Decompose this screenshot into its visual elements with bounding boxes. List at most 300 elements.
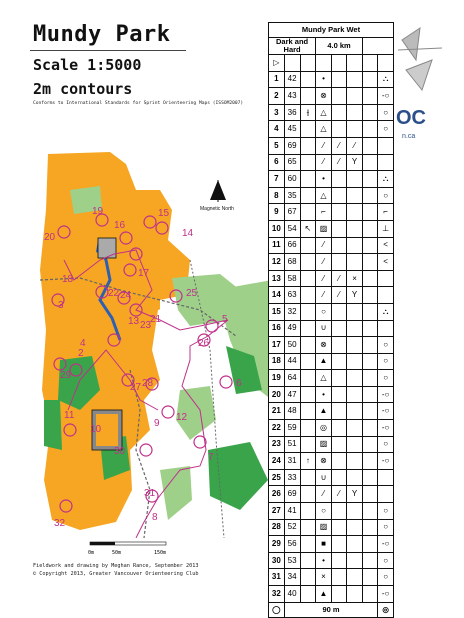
description-symbol (362, 88, 377, 105)
description-symbol: ○ (378, 569, 394, 586)
svg-text:2: 2 (78, 348, 84, 359)
control-code: 68 (284, 254, 300, 271)
description-row (269, 187, 394, 204)
description-row (269, 204, 394, 221)
svg-text:4: 4 (80, 338, 86, 349)
description-symbol: ○ (378, 121, 394, 138)
description-symbol: Y (347, 154, 363, 171)
description-symbol (331, 320, 346, 337)
control-number: 31 (269, 569, 285, 586)
description-row (269, 353, 394, 370)
description-symbol (347, 552, 363, 569)
description-symbol (362, 353, 377, 370)
description-symbol (331, 519, 346, 536)
description-symbol (300, 303, 316, 320)
description-symbol (331, 403, 346, 420)
description-symbol (300, 187, 316, 204)
description-symbol (362, 519, 377, 536)
description-row (269, 71, 394, 88)
description-symbol (378, 154, 394, 171)
description-row (269, 320, 394, 337)
description-symbol: ○ (378, 104, 394, 121)
description-symbol: ○ (378, 187, 394, 204)
description-symbol (347, 303, 363, 320)
svg-text:26: 26 (198, 338, 210, 349)
description-symbol (347, 237, 363, 254)
control-code: 49 (284, 320, 300, 337)
description-symbol (300, 569, 316, 586)
description-row (269, 569, 394, 586)
control-code: 63 (284, 287, 300, 304)
description-symbol: • (316, 552, 332, 569)
description-symbol (300, 287, 316, 304)
description-symbol (362, 220, 377, 237)
control-number: 3 (269, 104, 285, 121)
description-symbol (331, 187, 346, 204)
description-row (269, 453, 394, 470)
description-symbol (362, 187, 377, 204)
control-number: 20 (269, 386, 285, 403)
control-code: 56 (284, 536, 300, 553)
description-symbol (300, 370, 316, 387)
description-symbol (331, 220, 346, 237)
description-symbol (300, 254, 316, 271)
description-symbol (362, 171, 377, 188)
control-number: 8 (269, 187, 285, 204)
control-number: 23 (269, 436, 285, 453)
description-symbol (362, 503, 377, 520)
svg-text:22: 22 (108, 288, 120, 299)
description-symbol: △ (316, 370, 332, 387)
description-symbol: ▨ (316, 436, 332, 453)
control-number: 14 (269, 287, 285, 304)
description-symbol (331, 552, 346, 569)
description-row (269, 137, 394, 154)
description-symbol: -○ (378, 586, 394, 603)
description-symbol (300, 88, 316, 105)
description-symbol (362, 104, 377, 121)
description-row (269, 436, 394, 453)
course-length: 4.0 km (316, 38, 363, 55)
description-symbol (362, 121, 377, 138)
description-symbol (362, 403, 377, 420)
description-symbol: ○ (378, 353, 394, 370)
description-symbol: ○ (378, 503, 394, 520)
description-symbol (362, 420, 377, 437)
description-row (269, 154, 394, 171)
description-symbol: ⌐ (378, 204, 394, 221)
description-symbol (300, 469, 316, 486)
control-number: 22 (269, 420, 285, 437)
description-symbol: -○ (378, 453, 394, 470)
description-symbol: ⁄ (316, 287, 332, 304)
control-number: 6 (269, 154, 285, 171)
control-code: 64 (284, 370, 300, 387)
description-symbol (300, 420, 316, 437)
description-row (269, 270, 394, 287)
description-symbol: ▨ (316, 220, 332, 237)
control-descriptions (268, 22, 394, 618)
description-symbol (362, 486, 377, 503)
svg-text:24: 24 (120, 290, 132, 301)
description-symbol (300, 486, 316, 503)
scalebar-label-50: 50m (112, 550, 122, 556)
control-number: 2 (269, 88, 285, 105)
description-symbol (378, 270, 394, 287)
description-symbol (300, 552, 316, 569)
svg-text:18: 18 (62, 274, 74, 285)
description-symbol: ○ (378, 436, 394, 453)
description-symbol: -○ (378, 88, 394, 105)
description-symbol (362, 303, 377, 320)
description-symbol (347, 121, 363, 138)
description-row (269, 121, 394, 138)
description-row (269, 420, 394, 437)
control-code: 54 (284, 220, 300, 237)
description-symbol: ⁄ (331, 287, 346, 304)
description-symbol (331, 71, 346, 88)
description-symbol: • (316, 71, 332, 88)
description-symbol (347, 370, 363, 387)
description-row (269, 303, 394, 320)
description-symbol: ⫲ (300, 104, 316, 121)
control-code: 44 (284, 353, 300, 370)
description-symbol (347, 519, 363, 536)
description-symbol (362, 436, 377, 453)
map-scale: Scale 1:5000 (33, 56, 142, 74)
description-row (269, 552, 394, 569)
description-symbol (331, 254, 346, 271)
description-symbol: ○ (378, 519, 394, 536)
description-row (269, 386, 394, 403)
description-symbol: ⁄ (316, 486, 332, 503)
description-row (269, 104, 394, 121)
course-class: Dark and Hard (269, 38, 316, 55)
finish-icon: ◎ (378, 602, 394, 617)
control-code: 43 (284, 88, 300, 105)
description-symbol: ◎ (316, 420, 332, 437)
map-scalebar (88, 540, 168, 558)
description-symbol: ⁄ (331, 137, 346, 154)
svg-text:14: 14 (182, 228, 194, 239)
control-number: 5 (269, 137, 285, 154)
description-symbol (347, 204, 363, 221)
description-symbol (331, 370, 346, 387)
description-symbol (378, 320, 394, 337)
control-code: 40 (284, 586, 300, 603)
description-symbol (331, 121, 346, 138)
description-symbol (300, 337, 316, 354)
description-symbol (300, 536, 316, 553)
description-symbol: × (316, 569, 332, 586)
description-symbol (331, 536, 346, 553)
description-row (269, 519, 394, 536)
standards-note: Conforms to International Standards for Sprint Orienteering Maps (ISSOM2007) (33, 101, 244, 106)
control-number: 11 (269, 237, 285, 254)
description-symbol: ⁄ (316, 254, 332, 271)
description-symbol (347, 386, 363, 403)
description-symbol (347, 436, 363, 453)
description-symbol: ⁄ (316, 270, 332, 287)
description-symbol: ∪ (316, 469, 332, 486)
description-row (269, 337, 394, 354)
description-symbol: △ (316, 121, 332, 138)
svg-text:8: 8 (152, 512, 158, 523)
description-symbol (300, 320, 316, 337)
description-symbol: < (378, 237, 394, 254)
control-code: 42 (284, 71, 300, 88)
control-code: 58 (284, 270, 300, 287)
svg-text:21: 21 (150, 314, 162, 325)
svg-text:19: 19 (92, 206, 104, 217)
control-number: 12 (269, 254, 285, 271)
description-symbol (300, 436, 316, 453)
control-number: 27 (269, 503, 285, 520)
north-label: Magnetic North (200, 206, 234, 212)
description-symbol: ○ (378, 370, 394, 387)
description-symbol (331, 171, 346, 188)
description-symbol: Y (347, 287, 363, 304)
description-symbol: ⁄ (331, 270, 346, 287)
svg-text:15: 15 (158, 208, 170, 219)
description-symbol (378, 486, 394, 503)
control-code: 31 (284, 453, 300, 470)
description-symbol (362, 254, 377, 271)
svg-text:29: 29 (60, 370, 72, 381)
description-symbol: ○ (316, 503, 332, 520)
control-number: 21 (269, 403, 285, 420)
description-row (269, 171, 394, 188)
description-symbol: ○ (316, 303, 332, 320)
description-symbol: ○ (378, 552, 394, 569)
svg-text:6: 6 (236, 378, 242, 389)
description-symbol (300, 171, 316, 188)
description-symbol (347, 420, 363, 437)
description-symbol: ▲ (316, 586, 332, 603)
description-symbol (300, 204, 316, 221)
control-number: 19 (269, 370, 285, 387)
control-code: 52 (284, 519, 300, 536)
description-symbol (331, 104, 346, 121)
description-symbol (300, 503, 316, 520)
description-symbol: ▨ (316, 519, 332, 536)
description-symbol (347, 353, 363, 370)
description-symbol (362, 469, 377, 486)
map-title: Mundy Park (33, 22, 171, 47)
description-symbol: ⛬ (378, 171, 394, 188)
description-symbol: ↑ (300, 453, 316, 470)
svg-text:23: 23 (140, 320, 152, 331)
finish-distance: 90 m (284, 602, 378, 617)
description-symbol (300, 71, 316, 88)
description-symbol (362, 154, 377, 171)
svg-text:9: 9 (154, 418, 160, 429)
description-symbol (300, 137, 316, 154)
description-row (269, 88, 394, 105)
svg-text:5: 5 (222, 314, 228, 325)
description-symbol (300, 121, 316, 138)
scalebar-label-0: 0m (88, 550, 95, 556)
description-symbol: ⊗ (316, 453, 332, 470)
description-symbol (331, 237, 346, 254)
control-code: 36 (284, 104, 300, 121)
description-symbol: △ (316, 187, 332, 204)
description-symbol: ⁄ (316, 154, 332, 171)
description-symbol: × (347, 270, 363, 287)
description-symbol: ⁄ (331, 486, 346, 503)
description-symbol (300, 519, 316, 536)
svg-text:10: 10 (90, 424, 102, 435)
svg-text:31: 31 (144, 488, 156, 499)
description-symbol (347, 453, 363, 470)
club-logo-url: n.ca (402, 133, 416, 140)
control-number: 30 (269, 552, 285, 569)
description-symbol: • (316, 386, 332, 403)
control-code: 67 (284, 204, 300, 221)
control-number: 26 (269, 486, 285, 503)
control-code: 35 (284, 187, 300, 204)
control-code: 65 (284, 154, 300, 171)
description-symbol (378, 469, 394, 486)
description-symbol (362, 552, 377, 569)
svg-text:7: 7 (208, 452, 214, 463)
svg-text:20: 20 (44, 232, 56, 243)
description-symbol (347, 187, 363, 204)
control-code: 41 (284, 503, 300, 520)
description-symbol (362, 237, 377, 254)
description-symbol (362, 287, 377, 304)
description-symbol: -○ (378, 386, 394, 403)
control-number: 13 (269, 270, 285, 287)
description-symbol: ▲ (316, 403, 332, 420)
svg-text:28: 28 (142, 378, 154, 389)
description-symbol (331, 469, 346, 486)
control-code: 50 (284, 337, 300, 354)
description-symbol (347, 403, 363, 420)
copyright-notice: © Copyright 2013, Greater Vancouver Orienteering Club (33, 571, 199, 577)
description-symbol (362, 204, 377, 221)
scalebar-label-150: 150m (154, 550, 167, 556)
description-row (269, 287, 394, 304)
svg-text:3: 3 (58, 300, 64, 311)
description-symbol: • (316, 171, 332, 188)
control-number: 28 (269, 519, 285, 536)
description-symbol (362, 569, 377, 586)
description-symbol: -○ (378, 420, 394, 437)
description-symbol (347, 469, 363, 486)
control-number: 4 (269, 121, 285, 138)
description-symbol (362, 386, 377, 403)
control-number: 29 (269, 536, 285, 553)
description-symbol (331, 503, 346, 520)
description-symbol: ↖ (300, 220, 316, 237)
description-symbol: -○ (378, 536, 394, 553)
description-symbol: < (378, 254, 394, 271)
description-symbol (378, 287, 394, 304)
control-number: 15 (269, 303, 285, 320)
description-symbol (331, 337, 346, 354)
description-row (269, 486, 394, 503)
description-symbol (362, 453, 377, 470)
svg-text:16: 16 (114, 220, 126, 231)
description-row (269, 403, 394, 420)
control-code: 51 (284, 436, 300, 453)
club-logo-text: OC (396, 107, 426, 129)
svg-text:13: 13 (128, 316, 140, 327)
control-code: 45 (284, 121, 300, 138)
description-symbol: ⛬ (378, 71, 394, 88)
description-symbol (347, 536, 363, 553)
course-name: Mundy Park Wet (269, 23, 394, 38)
svg-text:30: 30 (114, 446, 126, 457)
description-symbol (331, 420, 346, 437)
description-symbol (347, 503, 363, 520)
control-code: 53 (284, 552, 300, 569)
svg-text:25: 25 (186, 288, 198, 299)
description-symbol: ▲ (316, 353, 332, 370)
control-number: 7 (269, 171, 285, 188)
description-symbol (331, 569, 346, 586)
description-symbol (300, 154, 316, 171)
svg-text:12: 12 (176, 412, 188, 423)
description-symbol: ⁄ (331, 154, 346, 171)
description-symbol (347, 569, 363, 586)
contour-interval: 2m contours (33, 80, 133, 98)
description-symbol (347, 171, 363, 188)
description-symbol (362, 71, 377, 88)
control-number: 16 (269, 320, 285, 337)
control-code: 32 (284, 303, 300, 320)
description-symbol (300, 353, 316, 370)
title-divider (30, 50, 186, 51)
description-symbol (331, 453, 346, 470)
description-symbol (331, 88, 346, 105)
description-symbol (331, 204, 346, 221)
control-number: 18 (269, 353, 285, 370)
description-symbol (331, 386, 346, 403)
control-number: 32 (269, 586, 285, 603)
description-row (269, 469, 394, 486)
description-symbol: △ (316, 104, 332, 121)
description-symbol (362, 320, 377, 337)
control-code: 47 (284, 386, 300, 403)
description-symbol: -○ (378, 403, 394, 420)
description-symbol: ⁄ (316, 237, 332, 254)
description-symbol: ⊗ (316, 337, 332, 354)
description-symbol: ○ (378, 337, 394, 354)
svg-text:11: 11 (64, 410, 75, 421)
control-code: 34 (284, 569, 300, 586)
svg-text:17: 17 (138, 268, 150, 279)
control-code: 59 (284, 420, 300, 437)
control-number: 9 (269, 204, 285, 221)
description-row (269, 220, 394, 237)
description-symbol (347, 88, 363, 105)
description-symbol (331, 436, 346, 453)
control-number: 1 (269, 71, 285, 88)
description-symbol (300, 237, 316, 254)
description-symbol (347, 254, 363, 271)
description-row (269, 536, 394, 553)
description-row (269, 370, 394, 387)
finish-start-icon: ◯ (269, 602, 285, 617)
control-code: 66 (284, 237, 300, 254)
description-symbol (362, 270, 377, 287)
description-symbol: ∪ (316, 320, 332, 337)
description-symbol: ⁄ (347, 137, 363, 154)
control-code: 33 (284, 469, 300, 486)
description-symbol (347, 104, 363, 121)
